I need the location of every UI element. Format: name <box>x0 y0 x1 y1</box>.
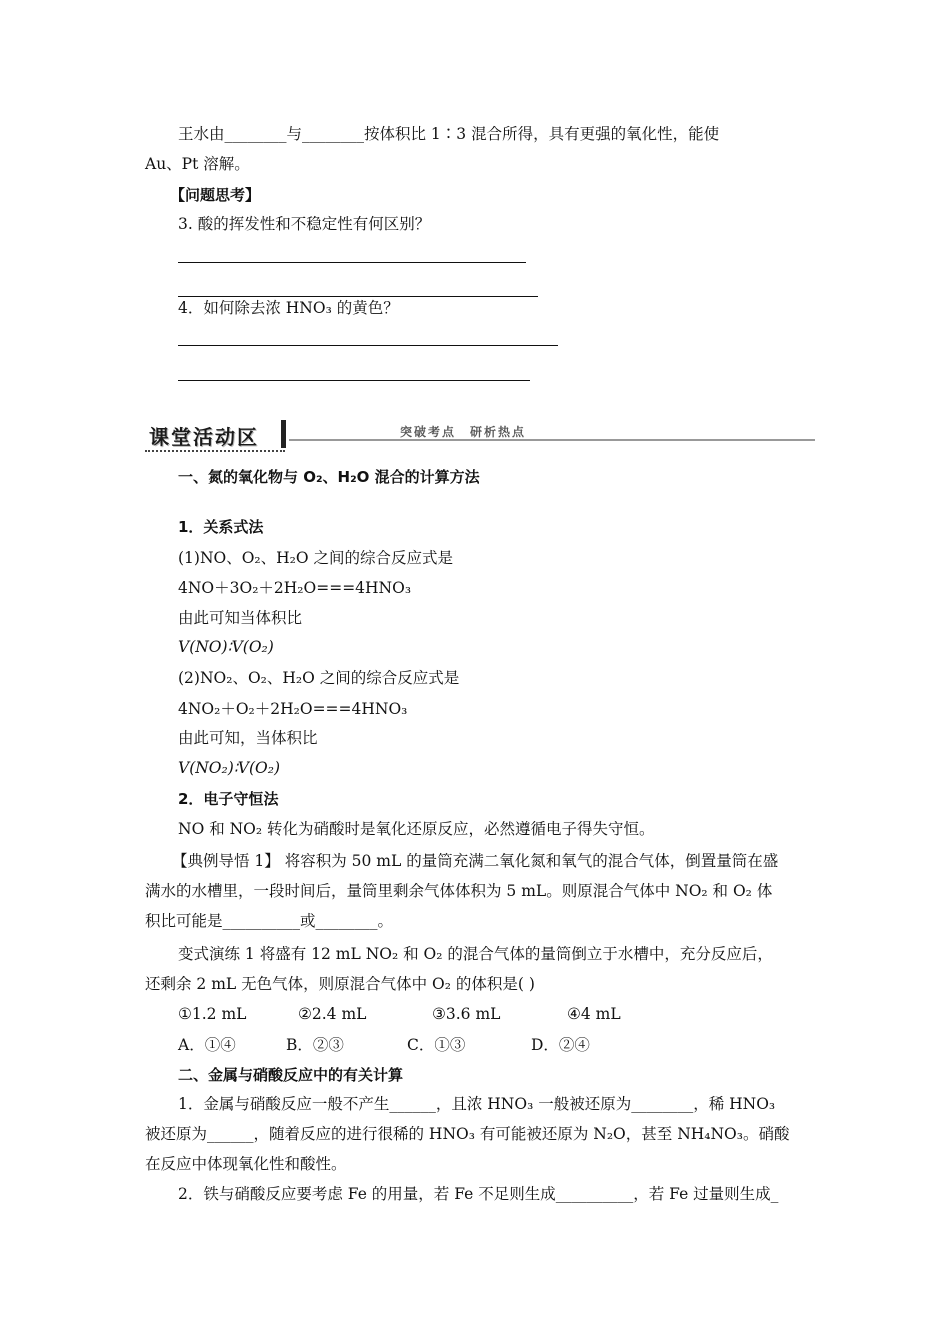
choice: D．②④ <box>531 1036 590 1054</box>
text-line: Au、Pt 溶解。 <box>145 155 250 173</box>
example-line: 积比可能是__________或________。 <box>145 912 394 930</box>
banner-rule <box>289 439 815 441</box>
choice: B．②③ <box>286 1036 344 1054</box>
exercise-line: 还剩余 2 mL 无色气体，则原混合气体中 O₂ 的体积是( ) <box>145 975 535 993</box>
answer-line <box>178 380 530 381</box>
subheading: 1．关系式法 <box>178 518 264 536</box>
section-label: 【问题思考】 <box>170 186 261 204</box>
question: 4．如何除去浓 HNO₃ 的黄色？ <box>178 299 399 317</box>
text-line: (2)NO₂、O₂、H₂O 之间的综合反应式是 <box>178 669 460 687</box>
text-line: 由此可知，当体积比 <box>178 729 318 747</box>
exercise-line: 变式演练 1 将盛有 12 mL NO₂ 和 O₂ 的混合气体的量筒倒立于水槽中，充分反应后， <box>178 945 773 963</box>
choice: A．①④ <box>178 1036 236 1054</box>
answer-line <box>178 345 558 346</box>
section-banner <box>145 418 815 454</box>
section-heading: 一、氮的氧化物与 O₂、H₂O 混合的计算方法 <box>178 468 480 486</box>
text-line: 被还原为______，随着反应的进行很稀的 HNO₃ 有可能被还原为 N₂O，甚至 NH₄NO₃。硝酸 <box>145 1125 790 1143</box>
example-line: 满水的水槽里，一段时间后，量筒里剩余气体体积为 5 mL。则原混合气体中 NO₂ 和 O₂ 体 <box>145 882 773 900</box>
subheading: 2．电子守恒法 <box>178 790 279 808</box>
answer-line <box>178 262 526 263</box>
text-line: 1．金属与硝酸反应一般不产生______，且浓 HNO₃ 一般被还原为________，稀 HNO₃ <box>178 1095 776 1113</box>
banner-subtitle: 突破考点 研析热点 <box>400 425 527 439</box>
section-heading: 二、金属与硝酸反应中的有关计算 <box>178 1066 404 1084</box>
banner-bar <box>281 420 286 448</box>
question: 3. 酸的挥发性和不稳定性有何区别？ <box>178 215 431 233</box>
option: ①1.2 mL <box>178 1005 247 1023</box>
equation: 4NO＋3O₂＋2H₂O===4HNO₃ <box>178 579 412 597</box>
option: ②2.4 mL <box>298 1005 367 1023</box>
option: ③3.6 mL <box>432 1005 501 1023</box>
example-line: 【典例导悟 1】 将容积为 50 mL 的量筒充满二氧化氮和氧气的混合气体，倒置量筒在盛 <box>172 852 779 870</box>
option: ④4 mL <box>567 1005 621 1023</box>
ratio: V(NO)∶V(O₂) <box>178 638 274 656</box>
text-line: 王水由________与________按体积比 1∶3 混合所得，具有更强的氧化性，能使 <box>178 125 720 143</box>
equation: 4NO₂＋O₂＋2H₂O===4HNO₃ <box>178 700 408 718</box>
ratio: V(NO₂)∶V(O₂) <box>178 759 281 777</box>
text-line: 2．铁与硝酸反应要考虑 Fe 的用量，若 Fe 不足则生成__________，若 Fe 过量则生成_ <box>178 1185 779 1203</box>
text-line: 由此可知当体积比 <box>178 609 303 627</box>
choice: C．①③ <box>407 1036 466 1054</box>
banner-dotted-rule <box>145 450 285 452</box>
banner-title: 课堂活动区 <box>149 425 259 449</box>
text-line: NO 和 NO₂ 转化为硝酸时是氧化还原反应，必然遵循电子得失守恒。 <box>178 820 655 838</box>
text-line: (1)NO、O₂、H₂O 之间的综合反应式是 <box>178 549 454 567</box>
answer-line <box>178 296 538 297</box>
text-line: 在反应中体现氧化性和酸性。 <box>145 1155 347 1173</box>
